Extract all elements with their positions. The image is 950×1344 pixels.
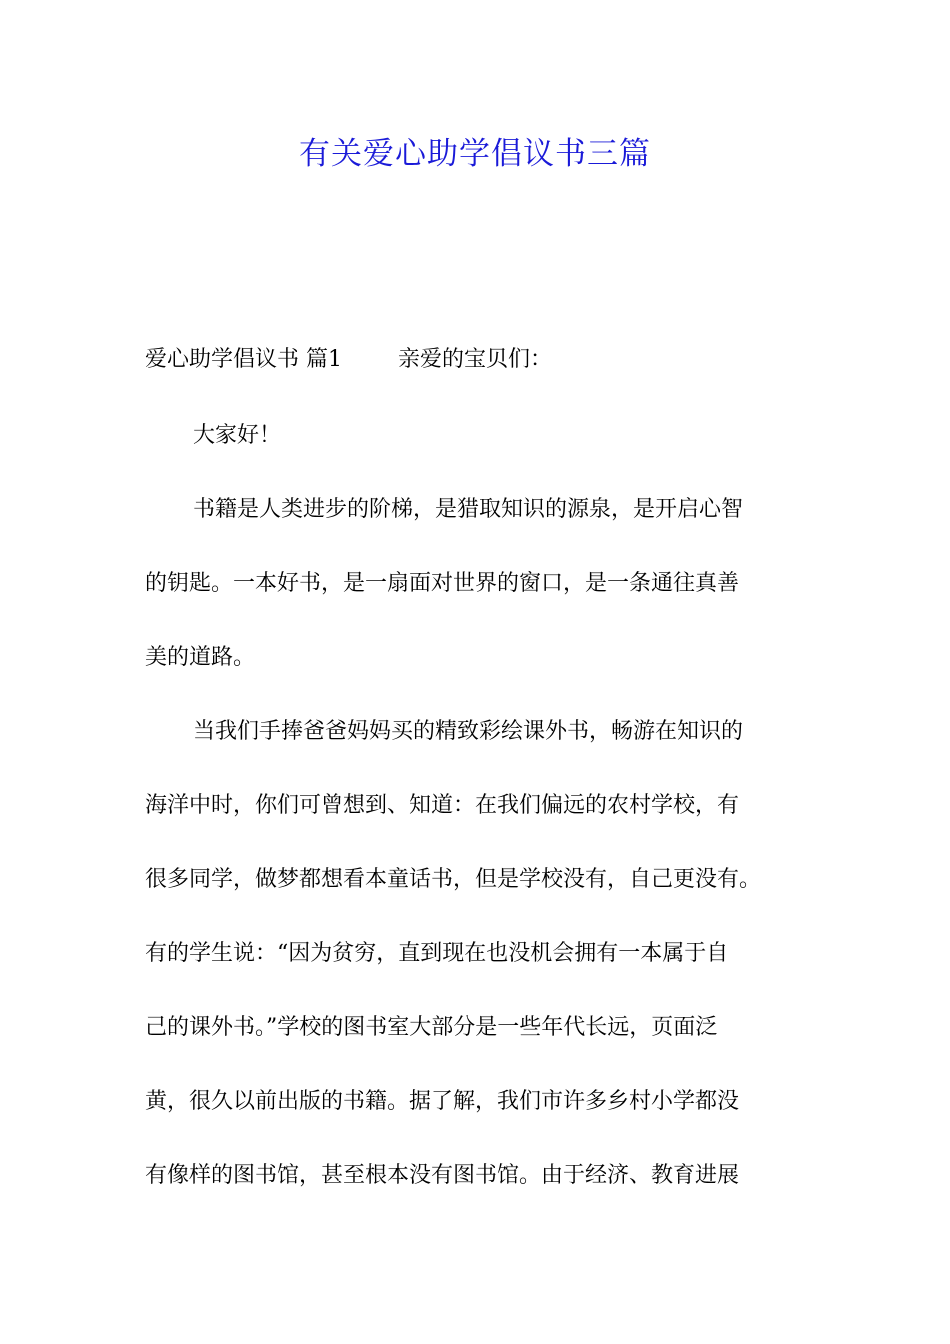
paragraph-line-10: 有像样的图书馆，甚至根本没有图书馆。由于经济、教育进展 [145,1163,740,1188]
page-title: 有关爱心助学倡议书三篇 [299,136,651,172]
paragraph-line-2: 的钥匙。一本好书，是一扇面对世界的窗口，是一条通往真善 [145,571,740,596]
paragraph-line-5: 海洋中时，你们可曾想到、知道：在我们偏远的农村学校，有 [145,793,740,818]
paragraph-line-4: 当我们手捧爸爸妈妈买的精致彩绘课外书，畅游在知识的 [193,719,744,744]
paragraph-line-3: 美的道路。 [145,645,256,670]
section-title: 爱心助学倡议书 篇1 [145,347,342,372]
paragraph-line-1: 书籍是人类进步的阶梯，是猎取知识的源泉，是开启心智 [193,497,744,522]
paragraph-line-8: 己的课外书。”学校的图书室大部分是一些年代长远，页面泛 [145,1015,718,1040]
paragraph-line-7: 有的学生说：“因为贫穷，直到现在也没机会拥有一本属于自 [145,941,729,966]
paragraph-line-6: 很多同学，做梦都想看本童话书，但是学校没有，自己更没有。 [145,867,762,892]
section-heading-line [145,338,552,382]
greeting: 大家好！ [193,423,282,448]
paragraph-line-9: 黄，很久以前出版的书籍。据了解，我们市许多乡村小学都没 [145,1089,740,1114]
salutation: 亲爱的宝贝们： [398,347,553,372]
